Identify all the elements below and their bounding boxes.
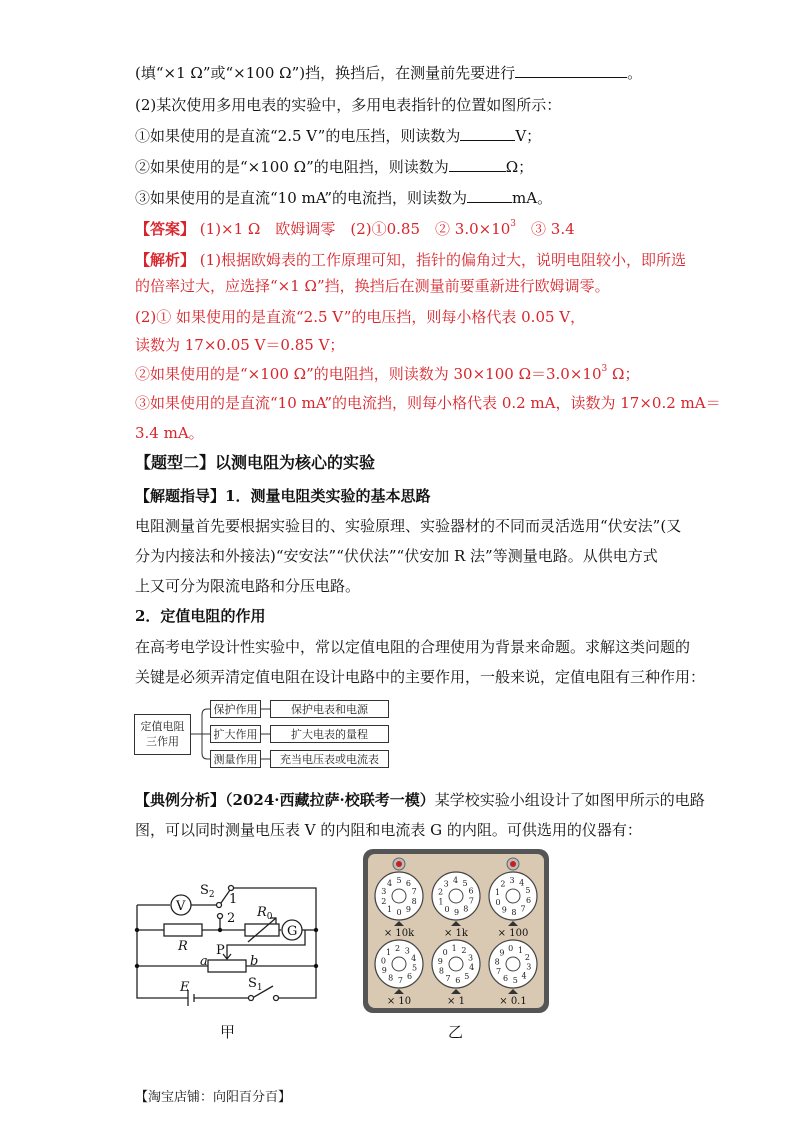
dial-digit: 4 — [411, 953, 417, 963]
dial-digit: 9 — [499, 948, 505, 958]
diagram-role-label: 扩大作用 — [213, 728, 258, 741]
dial-digit: 5 — [462, 878, 468, 888]
dial-digit: 6 — [455, 975, 461, 985]
dial-digit: 1 — [517, 945, 524, 955]
answer-blank — [460, 126, 515, 141]
analysis-line-2: 的倍率过大，应选择“×1 Ω”挡，换挡后在测量前要重新进行欧姆调零。 — [135, 277, 610, 295]
dial-digit: 2 — [461, 946, 467, 956]
dial-digit: 6 — [502, 974, 509, 984]
dial-digit: 8 — [511, 908, 517, 917]
example-label: 【典例分析】 — [135, 791, 226, 809]
rheostat-r0-label: $R_0$ — [257, 905, 273, 922]
dial-digit: 3 — [404, 946, 410, 956]
dial-digit: 5 — [464, 971, 470, 981]
dial-multiplier-label: × 1k — [444, 928, 468, 939]
dial-digit: 0 — [444, 905, 450, 915]
dial-digit: 1 — [387, 904, 393, 914]
analysis-line-1: 【解析】 (1)根据欧姆表的工作原理可知，指针的偏角过大，说明电阻较小，即所选 — [135, 251, 687, 269]
dial-multiplier-label: × 10 — [386, 996, 412, 1007]
dial-digit: 0 — [442, 948, 448, 958]
dial-digit: 5 — [525, 886, 531, 896]
dial-digit: 7 — [445, 973, 451, 983]
dial-digit: 9 — [437, 956, 443, 966]
resistor-roles-diagram — [134, 699, 394, 771]
dial-digit: 4 — [519, 878, 525, 888]
diagram-role-label: 保护作用 — [213, 703, 258, 716]
diagram-desc-label: 扩大电表的量程 — [291, 728, 368, 741]
dial-digit: 9 — [405, 904, 411, 914]
analysis-line-5: ②如果使用的是“×100 Ω”的电阻挡，则读数为 30×100 $\Omega=3.0\times 10^3$ Ω； — [135, 364, 640, 383]
dial-digit: 2 — [500, 879, 506, 889]
dial-digit: 7 — [397, 975, 403, 985]
dial-digit: 9 — [453, 908, 460, 917]
dial-digit: 4 — [521, 971, 527, 981]
dial-digit: 1 — [494, 887, 501, 897]
terminal-knob-right — [507, 858, 519, 870]
section-title: 【题型二】以测电阻为核心的实验 — [135, 453, 376, 472]
dial-digit: 4 — [469, 963, 475, 973]
dial-digit: 8 — [388, 973, 394, 983]
dial-digit: 9 — [501, 905, 507, 915]
dial-digit: 8 — [438, 966, 444, 976]
dial-digit: 3 — [526, 962, 532, 972]
question-line-3: ①如果使用的是直流“2.5 V”的电压挡，则读数为 V； — [135, 127, 542, 145]
dial-digit: 0 — [396, 908, 402, 917]
dial-digit: 6 — [406, 972, 413, 982]
footer-shop: 【淘宝店铺：向阳百分百】 — [135, 1090, 292, 1105]
dial-multiplier-label: × 0.1 — [499, 996, 527, 1007]
dial-digit: 2 — [395, 944, 401, 954]
diagram-desc-label: 保护电表和电源 — [291, 703, 368, 716]
diagram-role-label: 测量作用 — [213, 753, 258, 766]
switch-s1-label: $S_1$ — [248, 976, 263, 993]
question-line-2: (2)某次使用多用电表的实验中，多用电表指针的位置如图所示： — [135, 96, 562, 114]
diagram-root-line-2: 三作用 — [146, 735, 179, 748]
galvanometer-label: G — [287, 924, 298, 939]
example-line-2: 图，可以同时测量电压表 V 的内阻和电流表 G 的内阻。可供选用的仪器有： — [135, 821, 642, 839]
dial-digit: 1 — [438, 897, 444, 907]
slider-p-label: P — [216, 943, 225, 958]
dial-digit: 8 — [411, 896, 417, 906]
resistance-box-yi — [362, 848, 550, 1014]
terminal-knob-left — [393, 858, 405, 870]
dial-digit: 7 — [468, 896, 474, 906]
guide-title: 【解题指导】1．测量电阻类实验的基本思路 — [135, 487, 431, 505]
question-line-1: (填“×1 Ω”或“×100 Ω”)挡，换挡后，在测量前先要进行 。 — [135, 64, 643, 82]
dial-digit: 7 — [496, 967, 502, 976]
dial-digit: 2 — [381, 896, 387, 906]
dial-digit: 9 — [381, 966, 387, 976]
dial-digit: 6 — [468, 886, 474, 896]
dial-multiplier-label: × 100 — [497, 928, 529, 939]
example-line-1: 【典例分析】（2024·西藏拉萨·校联考一模）某学校实验小组设计了如图甲所示的电路 — [135, 791, 705, 809]
guide-paragraph-line-3: 上又可分为限流电路和分压电路。 — [135, 577, 361, 595]
resistor-r-label: R — [178, 939, 188, 954]
circuit-diagram-jia — [128, 870, 328, 1010]
answer-blank — [515, 63, 627, 78]
dial-digit: 5 — [512, 975, 518, 985]
dial-multiplier-label: × 10k — [383, 928, 415, 939]
switch-s2-label: $S_2$ — [200, 883, 215, 900]
dial-digit: 0 — [380, 956, 386, 966]
sub-paragraph-line-1: 在高考电学设计性实验中，常以定值电阻的合理使用为背景来命题。求解这类问题的 — [135, 638, 691, 656]
dial-digit: 0 — [508, 944, 514, 954]
question-line-5: ③如果使用的是直流“10 mA”的电流挡，则读数为 mA。 — [135, 189, 553, 207]
dial-digit: 8 — [494, 957, 500, 967]
dial-digit: 3 — [381, 887, 387, 897]
terminal-2-label: 2 — [227, 911, 236, 926]
dial-digit: 7 — [411, 887, 417, 897]
dial-digit: 0 — [495, 897, 501, 907]
figure-yi-caption: 乙 — [448, 1023, 464, 1041]
dial-digit: 2 — [438, 887, 444, 897]
analysis-line-7: 3.4 mA。 — [135, 424, 204, 442]
sub-paragraph-line-2: 关键是必须弄清定值电阻在设计电路中的主要作用，一般来说，定值电阻有三种作用： — [135, 668, 706, 686]
guide-paragraph-line-2: 分为内接法和外接法)“安安法”“伏伏法”“伏安加 R 法”等测量电路。从供电方式 — [135, 547, 658, 565]
guide-paragraph-line-1: 电阻测量首先要根据实验目的、实验原理、实验器材的不同而灵活选用“伏安法”(又 — [135, 517, 682, 535]
dial-digit: 4 — [387, 879, 393, 889]
dial-digit: 2 — [524, 953, 530, 962]
dial-multiplier-label: × 1 — [447, 996, 465, 1007]
dial-digit: 1 — [385, 947, 392, 957]
example-source: （2024·西藏拉萨·校联考一模） — [225, 791, 435, 809]
battery-e-label: E — [180, 980, 190, 995]
analysis-line-6: ③如果使用的是直流“10 mA”的电流挡，则每小格代表 0.2 mA，读数为 17×0.2 mA＝ — [135, 394, 721, 412]
dial-digit: 1 — [451, 944, 457, 954]
dial-digit: 3 — [443, 879, 449, 889]
dial-digit: 5 — [396, 876, 402, 885]
sub-title: 2．定值电阻的作用 — [135, 607, 266, 625]
dial-digit: 6 — [405, 879, 411, 889]
figure-jia-caption: 甲 — [220, 1023, 236, 1041]
answer-blank — [449, 157, 506, 172]
answer-line: 【答案】 (1)×1 Ω 欧姆调零 (2)①0.85 ② $3.0\times 10^3$ ③ 3.4 — [135, 219, 575, 238]
dial-digit: 3 — [468, 953, 474, 963]
answer-label: 【答案】 — [135, 220, 196, 238]
dial-digit: 7 — [520, 904, 526, 914]
diagram-desc-label: 充当电压表或电流表 — [280, 753, 379, 766]
end-b-label: b — [250, 954, 259, 969]
dial-digit: 3 — [509, 876, 515, 885]
question-line-4: ②如果使用的是“×100 Ω”的电阻挡，则读数为 Ω； — [135, 158, 534, 176]
end-a-label: a — [200, 954, 208, 969]
dial-digit: 5 — [412, 963, 418, 973]
diagram-root-line-1: 定值电阻 — [140, 720, 185, 733]
voltmeter-label: V — [176, 899, 186, 914]
answer-blank — [467, 188, 512, 203]
dial-digit: 6 — [525, 896, 532, 906]
dial-digit: 4 — [452, 876, 459, 885]
terminal-1-label: 1 — [229, 892, 238, 907]
analysis-line-3: (2)① 如果使用的是直流“2.5 V”的电压挡，则每小格代表 0.05 V， — [135, 308, 586, 326]
analysis-line-4: 读数为 17×0.05 V＝0.85 V； — [135, 336, 345, 354]
analysis-label: 【解析】 — [135, 251, 196, 269]
dial-digit: 8 — [463, 904, 469, 914]
